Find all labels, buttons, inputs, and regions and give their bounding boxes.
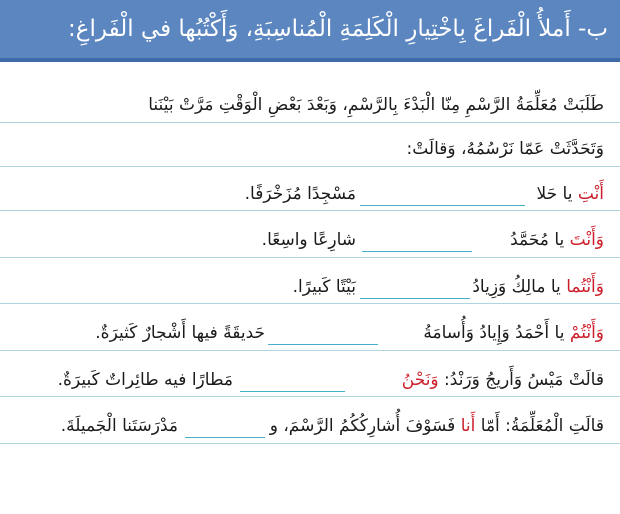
completion-text: بَيْتًا كَبيرًا.	[292, 277, 356, 297]
exercise-header	[0, 0, 620, 62]
answer-blank[interactable]	[185, 437, 265, 438]
pronoun-word: وَأَنْتَ	[569, 230, 604, 250]
answer-blank[interactable]	[362, 251, 472, 252]
pronoun-word: وَأَنْتُمْ	[569, 323, 604, 343]
addressee-text: يا أَحْمَدُ وَإِيادُ وَأُسامَةُ	[423, 323, 570, 343]
answer-blank[interactable]	[360, 298, 470, 299]
completion-text: مَدْرَسَتَنا الْجَميلَةَ.	[60, 416, 178, 436]
speaker-text: قالَتْ مَيْسُ وَأَريجُ وَرَنْدُ:	[438, 370, 604, 390]
sentence-3-start	[472, 270, 604, 304]
closing-middle: فَسَوْفَ أُشارِكُكُمُ الرَّسْمَ، و	[269, 416, 461, 436]
answer-blank[interactable]	[360, 205, 525, 206]
pronoun-word: وَأَنْتُما	[566, 277, 604, 297]
pronoun-word: وَنَحْنُ	[401, 370, 439, 390]
closing-lead: قالَتِ الْمُعَلِّمَةُ: أَمّا	[475, 416, 604, 436]
closing-sentence	[270, 409, 604, 443]
addressee-text: يا حَلا	[536, 184, 578, 204]
addressee-text: يا مُحَمَّدُ	[510, 230, 570, 250]
answer-blank[interactable]	[240, 391, 345, 392]
paragraph-line-1: طَلَبَتْ مُعَلِّمَةُ الرَّسْمِ مِنّا الْبَدْءَ بِالرَّسْمِ، وَبَعْدَ بَعْضِ الْوَقْتِ مَرَّتْ بَيْنَنا	[148, 95, 604, 115]
sentence-2-start	[510, 223, 604, 257]
exercise-instruction: ب- أَملأُ الْفَراغَ بِاخْتِيارِ الْكَلِمَةِ الْمُناسِبَةِ، وَأَكْتُبُها في الْفَراغِ:	[68, 16, 608, 42]
ruled-line	[0, 350, 620, 351]
sentence-1-start	[536, 177, 604, 211]
completion-text: مَسْجِدًا مُزَخْرَفًا.	[244, 184, 356, 204]
completion-text: مَطارًا فيه طائِراتٌ كَبيرَةٌ.	[57, 370, 233, 390]
paragraph-line-2: وَتَحَدَّثَتْ عَمّا نَرْسُمُهُ، وَقالَتْ:	[406, 139, 604, 159]
sentence-4-start	[423, 316, 604, 350]
addressee-text: يا مالِكُ وَزِيادُ	[472, 277, 567, 297]
completion-text: شارِعًا واسِعًا.	[261, 230, 356, 250]
ruled-line	[0, 257, 620, 258]
answer-blank[interactable]	[268, 344, 378, 345]
ruled-line	[0, 166, 620, 167]
sentence-5-start	[402, 363, 604, 397]
ruled-line	[0, 443, 620, 444]
pronoun-word: أَنْتِ	[577, 184, 604, 204]
pronoun-word: أَنا	[460, 416, 476, 436]
completion-text: حَديقَةً فيها أَشْجارٌ كَثيرَةٌ.	[95, 323, 265, 343]
ruled-line	[0, 122, 620, 123]
